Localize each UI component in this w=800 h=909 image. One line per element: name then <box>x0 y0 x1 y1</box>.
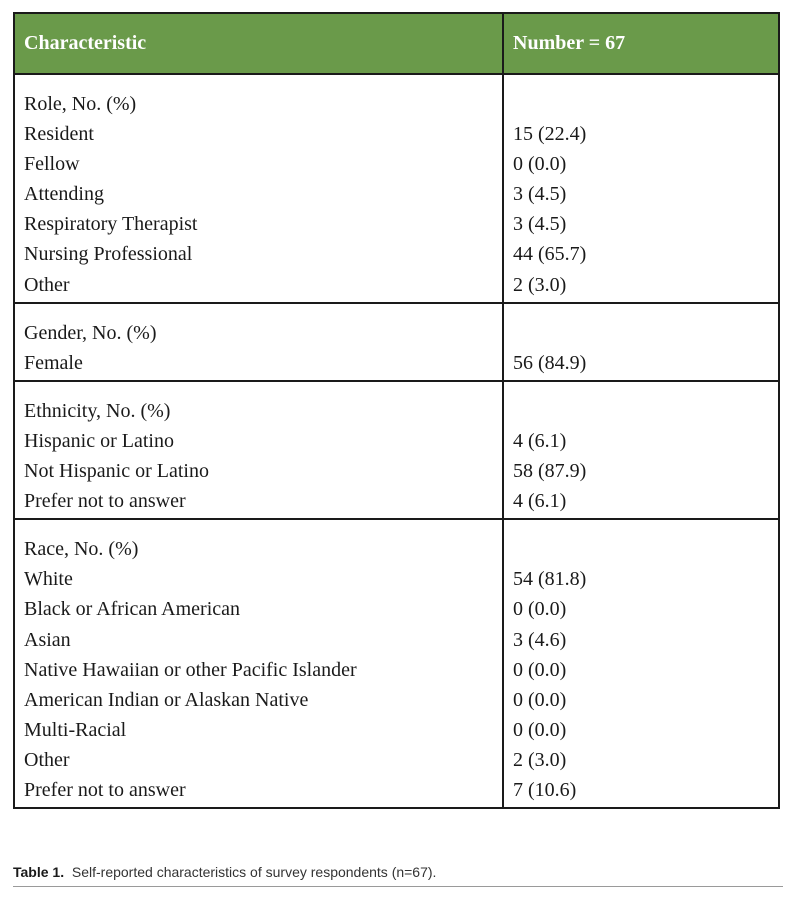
row-label: Respiratory Therapist <box>24 213 198 236</box>
row-value: 3 (4.6) <box>513 628 567 651</box>
number-column <box>502 382 778 518</box>
caption-rule <box>13 886 783 887</box>
section-title-spacer <box>513 534 778 564</box>
row-label: Fellow <box>24 153 80 176</box>
number-column <box>502 520 778 807</box>
number-column <box>502 304 778 380</box>
table-section <box>15 302 778 380</box>
row-label: Other <box>24 748 70 771</box>
section-title-spacer <box>513 318 778 348</box>
row-label: Prefer not to answer <box>24 778 186 801</box>
row-value: 2 (3.0) <box>513 273 567 296</box>
characteristic-column <box>15 382 502 518</box>
row-value: 58 (87.9) <box>513 460 587 483</box>
caption-label: Table 1. <box>13 864 65 880</box>
row-label: Nursing Professional <box>24 243 193 266</box>
row-value: 0 (0.0) <box>513 153 567 176</box>
table-header-row <box>15 14 778 75</box>
row-value: 54 (81.8) <box>513 568 587 591</box>
section-title-spacer <box>513 396 778 426</box>
row-label: Resident <box>24 123 94 146</box>
row-value: 4 (6.1) <box>513 490 567 513</box>
header-number: Number = 67 <box>502 14 778 73</box>
characteristic-column <box>15 520 502 807</box>
row-label: Multi-Racial <box>24 718 127 741</box>
row-value: 0 (0.0) <box>513 688 567 711</box>
row-label: Asian <box>24 628 71 651</box>
characteristics-table <box>13 12 780 809</box>
row-value: 3 (4.5) <box>513 183 567 206</box>
table-caption <box>13 864 783 880</box>
number-column <box>502 75 778 302</box>
row-label: Prefer not to answer <box>24 490 186 513</box>
row-value: 56 (84.9) <box>513 351 587 374</box>
row-label: Hispanic or Latino <box>24 429 174 452</box>
row-value: 2 (3.0) <box>513 748 567 771</box>
characteristic-column <box>15 75 502 302</box>
row-value: 0 (0.0) <box>513 718 567 741</box>
header-characteristic: Characteristic <box>24 32 147 54</box>
row-value: 15 (22.4) <box>513 123 587 146</box>
row-label: Native Hawaiian or other Pacific Islander <box>24 658 357 681</box>
table-section <box>15 380 778 518</box>
row-label: Female <box>24 351 83 374</box>
row-value: 7 (10.6) <box>513 778 577 801</box>
row-value: 0 (0.0) <box>513 598 567 621</box>
characteristic-column <box>15 304 502 380</box>
section-title: Gender, No. (%) <box>24 321 157 344</box>
table-body <box>15 75 778 807</box>
row-value: 44 (65.7) <box>513 243 587 266</box>
row-label: Black or African American <box>24 598 241 621</box>
row-label: Not Hispanic or Latino <box>24 460 209 483</box>
section-title: Role, No. (%) <box>24 93 137 115</box>
section-title-spacer <box>513 89 778 119</box>
row-value: 0 (0.0) <box>513 658 567 681</box>
section-title: Ethnicity, No. (%) <box>24 399 171 422</box>
row-value: 4 (6.1) <box>513 429 567 452</box>
row-label: Attending <box>24 183 104 206</box>
table-section <box>15 75 778 302</box>
row-label: White <box>24 568 73 591</box>
row-label: Other <box>24 273 70 296</box>
row-value: 3 (4.5) <box>513 213 567 236</box>
row-label: American Indian or Alaskan Native <box>24 688 309 711</box>
section-title: Race, No. (%) <box>24 538 139 561</box>
table-section <box>15 518 778 807</box>
caption-text: Self-reported characteristics of survey respondents (n=67). <box>71 864 437 880</box>
